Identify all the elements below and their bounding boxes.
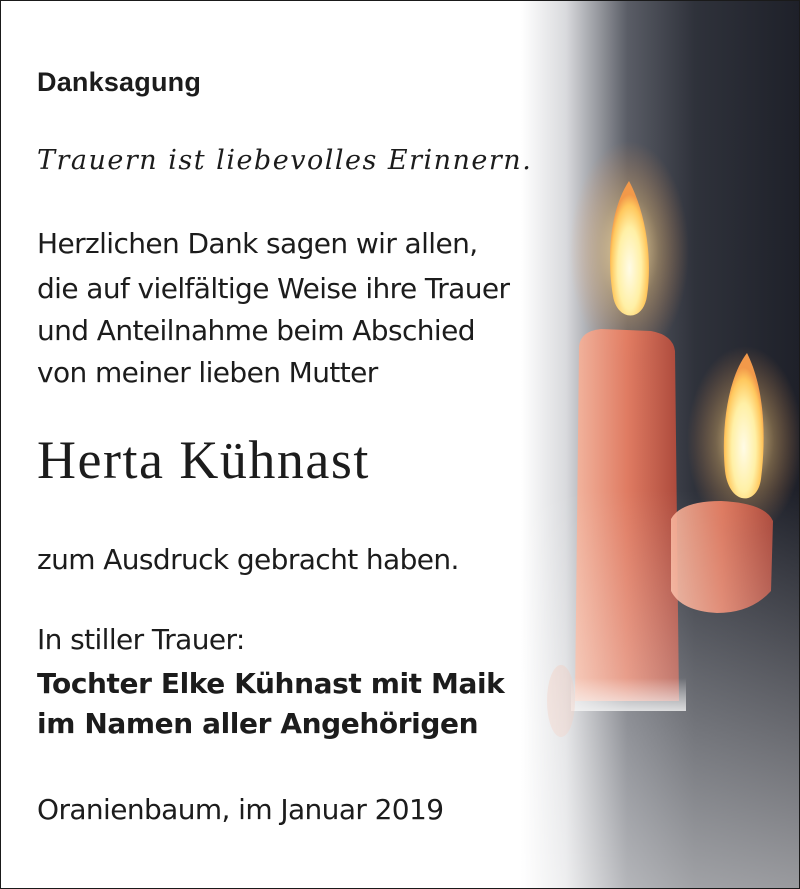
thanks-line: die auf vielfältige Weise ihre Trauer xyxy=(37,272,510,305)
candles-image xyxy=(521,1,800,889)
thanks-line: Herzlichen Dank sagen wir allen, xyxy=(37,227,478,260)
mourner-line: Tochter Elke Kühnast mit Maik xyxy=(37,667,505,700)
motto: Trauern ist liebevolles Erinnern. xyxy=(37,145,533,176)
thanks-line: und Anteilnahme beim Abschied xyxy=(37,314,475,347)
deceased-name: Herta Kühnast xyxy=(37,430,370,490)
signature-intro: In stiller Trauer: xyxy=(37,623,245,656)
heading: Danksagung xyxy=(37,67,202,97)
closing-line: zum Ausdruck gebracht haben. xyxy=(37,543,459,576)
thanks-line: von meiner lieben Mutter xyxy=(37,356,378,389)
place-date: Oranienbaum, im Januar 2019 xyxy=(37,793,444,826)
mourner-line: im Namen aller Angehörigen xyxy=(37,707,479,740)
